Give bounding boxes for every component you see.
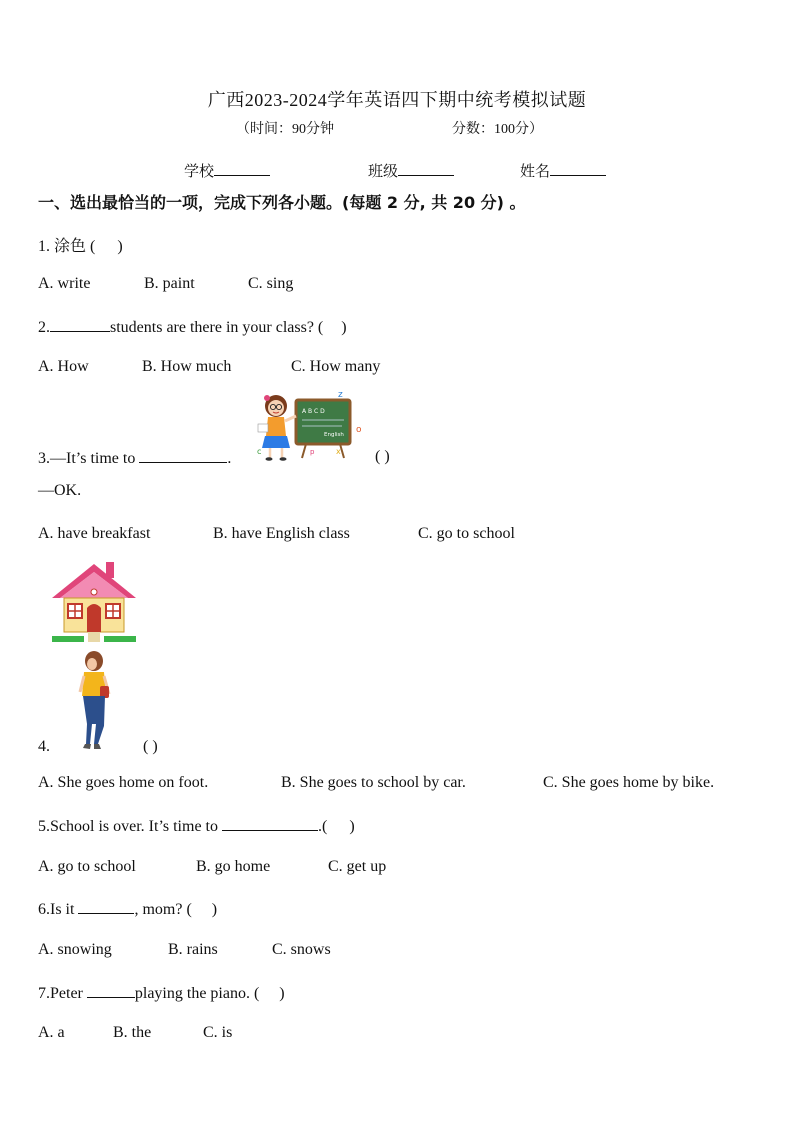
q6-end: ) [211, 901, 218, 918]
section-heading: 一、选出最恰当的一项，完成下列各小题。(每题 2 分, 共 20 分) 。 [38, 193, 526, 212]
q6-prefix: 6.Is it [38, 901, 75, 918]
page-title: 广西2023-2024学年英语四下期中统考模拟试题 [207, 90, 587, 110]
q4-option-a[interactable]: A. She goes home on foot. [38, 774, 209, 791]
q6-option-c[interactable]: C. snows [272, 941, 331, 958]
class-blank[interactable] [398, 161, 454, 176]
q7-option-a[interactable]: A. a [38, 1024, 65, 1041]
q5-option-c[interactable]: C. get up [328, 858, 387, 875]
letter-o: o [356, 425, 362, 435]
question-1 [38, 233, 123, 256]
q2-suffix: students are there in your class? ( [110, 319, 324, 336]
question-3 [38, 448, 231, 468]
school-blank[interactable] [214, 161, 270, 176]
q3-option-a[interactable]: A. have breakfast [38, 525, 151, 542]
class-label: 班级 [368, 164, 399, 180]
q7-option-c[interactable]: C. is [203, 1024, 233, 1041]
q3-reply: —OK. [38, 482, 82, 499]
q7-blank[interactable] [87, 983, 135, 998]
q1-option-c[interactable]: C. sing [248, 275, 294, 292]
q3-option-c[interactable]: C. go to school [418, 525, 515, 542]
q3-blank[interactable] [139, 448, 227, 463]
exam-score: 分数：100分） [452, 122, 543, 137]
q2-option-a[interactable]: A. How [38, 358, 89, 375]
letter-p: p [310, 448, 315, 456]
school-field [184, 160, 270, 181]
q2-end: ) [341, 319, 347, 336]
q6-blank[interactable] [78, 899, 134, 914]
q2-prefix: 2. [38, 319, 50, 336]
q4-option-c[interactable]: C. She goes home by bike. [543, 774, 715, 791]
q7-option-b[interactable]: B. the [113, 1024, 152, 1041]
class-field [368, 160, 454, 181]
q2-option-b[interactable]: B. How much [142, 358, 232, 375]
q1-prefix: 1. 涂色 ( [38, 238, 96, 255]
house-illustration [50, 556, 138, 644]
q7-prefix: 7.Peter [38, 985, 83, 1002]
q4-paren: ( ) [143, 738, 158, 755]
letter-z: z [338, 390, 343, 400]
q5-blank[interactable] [222, 816, 318, 831]
school-label: 学校 [184, 164, 215, 180]
q7-suffix: playing the piano. ( [134, 985, 260, 1002]
name-field [520, 160, 606, 181]
q1-suffix: ) [117, 238, 123, 255]
question-5 [38, 816, 355, 836]
q2-option-c[interactable]: C. How many [291, 358, 381, 375]
walking-girl-illustration [76, 650, 114, 754]
q5-prefix: 5.School is over. It’s time to [38, 818, 218, 835]
q3-paren: ( ) [375, 448, 390, 465]
letter-c: c [257, 447, 262, 456]
q5-suffix: .( [318, 818, 328, 835]
q3-prefix: 3.—It’s time to [38, 450, 136, 467]
question-6 [38, 899, 217, 919]
q6-suffix: , mom? ( [134, 901, 192, 918]
q1-option-a[interactable]: A. write [38, 275, 91, 292]
q5-option-b[interactable]: B. go home [196, 858, 271, 875]
name-blank[interactable] [550, 161, 606, 176]
q7-end: ) [279, 985, 285, 1002]
q6-option-b[interactable]: B. rains [168, 941, 218, 958]
board-word: English [324, 432, 344, 438]
board-letters: A B C D [302, 408, 325, 415]
exam-time: （时间：90分钟 [236, 122, 334, 137]
q5-end: ) [349, 818, 355, 835]
question-2 [38, 317, 347, 337]
q3-option-b[interactable]: B. have English class [213, 525, 350, 542]
q2-blank[interactable] [50, 317, 110, 332]
q5-option-a[interactable]: A. go to school [38, 858, 136, 875]
name-label: 姓名 [520, 164, 551, 180]
q1-option-b[interactable]: B. paint [144, 275, 195, 292]
q6-option-a[interactable]: A. snowing [38, 941, 112, 958]
q4-prefix: 4. [38, 738, 50, 755]
letter-x: x [336, 447, 341, 456]
teacher-blackboard-illustration [254, 386, 366, 464]
q4-option-b[interactable]: B. She goes to school by car. [281, 774, 466, 791]
question-7 [38, 983, 285, 1003]
q3-dot: . [227, 450, 232, 467]
